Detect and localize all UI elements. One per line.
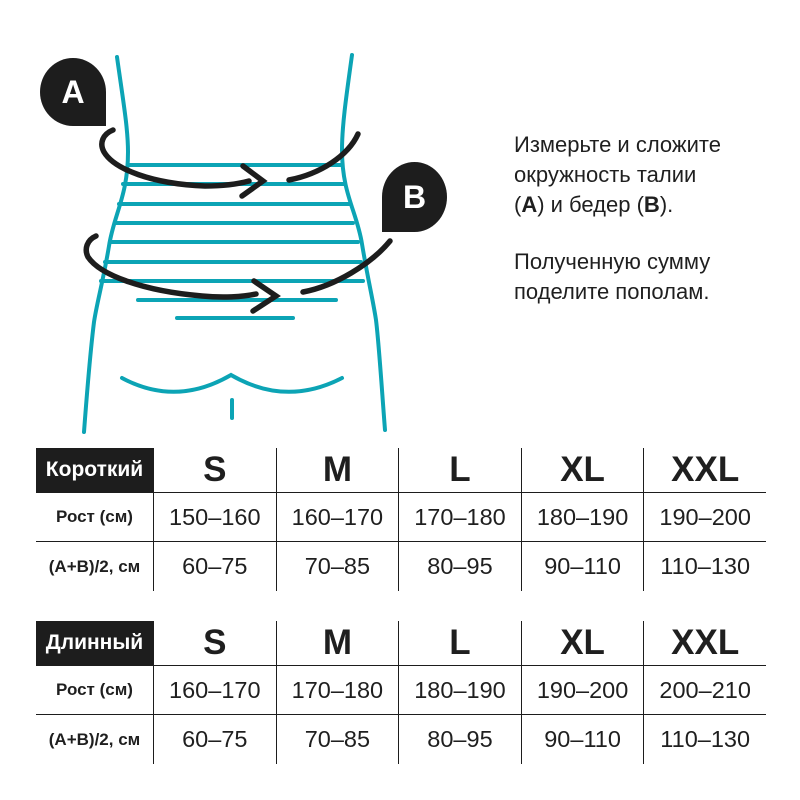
value-cell: 110–130: [643, 714, 766, 764]
value-cell: 80–95: [398, 541, 521, 591]
instruction-paragraph-1: [514, 130, 786, 220]
instruction-line: окружность талии: [514, 162, 697, 187]
value-cell: 170–180: [276, 665, 399, 714]
size-header: XL: [521, 448, 644, 492]
value-cell: 150–160: [153, 492, 276, 541]
size-header: L: [398, 621, 521, 665]
value-cell: 180–190: [521, 492, 644, 541]
label-a-badge: [40, 58, 106, 126]
value-cell: 160–170: [153, 665, 276, 714]
size-header: S: [153, 621, 276, 665]
table-short-title: Короткий: [36, 448, 153, 492]
value-cell: 90–110: [521, 714, 644, 764]
label-b-badge: [382, 162, 447, 232]
value-cell: 70–85: [276, 541, 399, 591]
size-header: XXL: [643, 448, 766, 492]
size-header: XL: [521, 621, 644, 665]
value-cell: 160–170: [276, 492, 399, 541]
value-cell: 200–210: [643, 665, 766, 714]
row-label: (А+В)/2, см: [36, 714, 153, 764]
instruction-line: Полученную сумму: [514, 249, 711, 274]
size-header: M: [276, 448, 399, 492]
value-cell: 190–200: [521, 665, 644, 714]
value-cell: 90–110: [521, 541, 644, 591]
instruction-line: поделите пополам.: [514, 279, 710, 304]
label-b-text: B: [402, 178, 427, 215]
row-label: Рост (см): [36, 665, 153, 714]
size-header: M: [276, 621, 399, 665]
instruction-line: (А) и бедер (В).: [514, 192, 674, 217]
row-label: Рост (см): [36, 492, 153, 541]
instruction-line: Измерьте и сложите: [514, 132, 721, 157]
size-table-long: [36, 621, 766, 764]
value-cell: 60–75: [153, 541, 276, 591]
value-cell: 80–95: [398, 714, 521, 764]
buttock-curve: [122, 375, 342, 418]
size-header: S: [153, 448, 276, 492]
measurement-instructions: [514, 130, 786, 334]
size-header: XXL: [643, 621, 766, 665]
size-table-short: [36, 448, 766, 591]
label-a-text: A: [61, 73, 85, 110]
table-long-title: Длинный: [36, 621, 153, 665]
value-cell: 110–130: [643, 541, 766, 591]
value-cell: 70–85: [276, 714, 399, 764]
value-cell: 180–190: [398, 665, 521, 714]
value-cell: 190–200: [643, 492, 766, 541]
row-label: (А+В)/2, см: [36, 541, 153, 591]
instruction-paragraph-2: [514, 247, 786, 307]
size-header: L: [398, 448, 521, 492]
value-cell: 60–75: [153, 714, 276, 764]
value-cell: 170–180: [398, 492, 521, 541]
